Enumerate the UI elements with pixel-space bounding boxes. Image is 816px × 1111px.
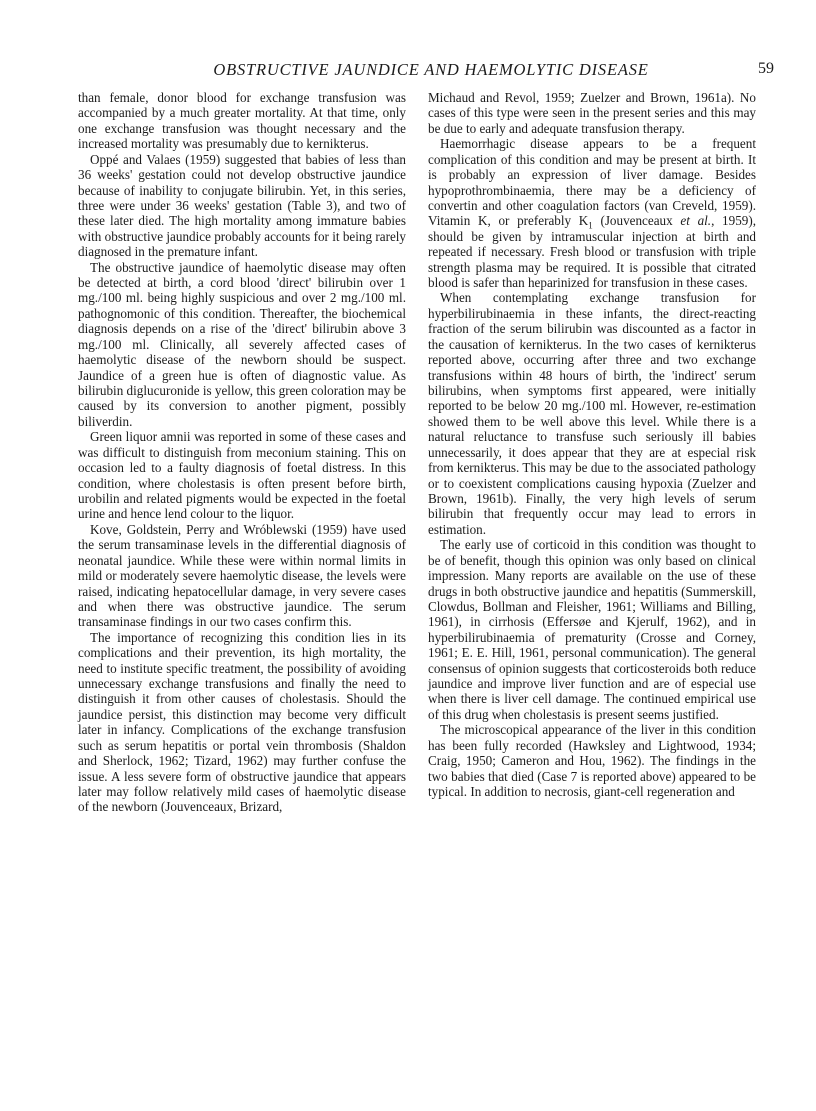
text-run: Haemorrhagic disease appears to be a frequent complication of this condition and may be present at birth. It is probably an expression of liver damage. Besides hypoprothrombinaemia, there may be a deficiency of convertin and other coagulation factors (van Creveld, 1959). Vitamin K, or preferably K	[428, 136, 756, 229]
paragraph: Green liquor amnii was reported in some of these cases and was difficult to distinguish from meconium staining. This on occasion led to a faulty diagnosis of foetal distress. In this condition, where cholestasis is often present before birth, urobilin and related pigments would be expected in the foetal urine and hence lend colour to the liquor.	[78, 429, 406, 522]
right-column	[428, 90, 756, 799]
paragraph: Kove, Goldstein, Perry and Wróblewski (1959) have used the serum transaminase levels in the differential diagnosis of neonatal jaundice. While these were within normal limits in mild or moderately severe haemolytic disease, the levels were raised, indicating hepatocellular damage, in very severe cases and when there was obstructive jaundice. The serum transaminase findings in our two cases confirm this.	[78, 521, 406, 630]
paragraph: The early use of corticoid in this condition was thought to be of benefit, though this opinion was only based on clinical impression. Many reports are available on the use of these drugs in both obstructive jaundice and hepatitis (Summerskill, Clowdus, Bollman and Fleisher, 1961; Williams and Billing, 1961), in cirrhosis (Effersøe and Kjerulf, 1962), and in hyperbilirubinaemia of prematurity (Crosse and Corney, 1961; E. E. Hill, 1961, personal communication). The general consensus of opinion suggests that corticosteroids both reduce jaundice and improve liver function and are of especial use when there is liver cell damage. The continued empirical use of this drug when cholestasis is present seems justified.	[428, 537, 756, 722]
left-column	[78, 90, 406, 815]
paragraph: When contemplating exchange transfusion for hyperbilirubinaemia in these infants, the direct-reacting fraction of the serum bilirubin was discounted as a factor in the causation of kernikterus. In the two cases of kernikterus reported above, occurring after three and two exchange transfusions within 48 hours of birth, the 'indirect' serum bilirubins, when symptoms first appeared, were initially reported to be below 20 mg./100 ml. However, re-estimation showed them to be well above this level. While there is a natural reluctance to transfuse such seriously ill babies unnecessarily, it does appear that they are at especial risk from kernikterus. This may be due to the associated pathology or to coexistent complications causing hypoxia (Zuelzer and Brown, 1961b). Finally, the very high levels of serum bilirubin that frequently occur may lead to errors in estimation.	[428, 290, 756, 537]
subscript: 1	[588, 221, 593, 231]
page-header	[78, 60, 784, 82]
paragraph: The microscopical appearance of the liver in this condition has been fully recorded (Hawksley and Lightwood, 1934; Craig, 1950; Cameron and Hou, 1962). The findings in the two babies that died (Case 7 is reported above) appeared to be typical. In addition to necrosis, giant-cell regeneration and	[428, 722, 756, 799]
page-number: 59	[758, 60, 774, 77]
text-run: , 1959), should be given by intramuscular injection at birth and repeated if necessary. Fresh blood or transfusion with triple strength plasma may be required. It is possible that citrated blood is safer than heparinized for transfusion in these cases.	[428, 213, 756, 291]
running-title: OBSTRUCTIVE JAUNDICE AND HAEMOLYTIC DISEASE	[213, 60, 649, 79]
paragraph: Michaud and Revol, 1959; Zuelzer and Brown, 1961a). No cases of this type were seen in the present series and this may be due to early and adequate transfusion therapy.	[428, 90, 756, 136]
paragraph: Oppé and Valaes (1959) suggested that babies of less than 36 weeks' gestation could not develop obstructive jaundice because of inability to conjugate bilirubin. Yet, in this series, three were under 36 weeks' gestation (Table 3), and two of these later died. The high mortality among immature babies with obstructive jaundice probably accounts for it being rarely diagnosed in the premature infant.	[78, 151, 406, 260]
italic-run: et al.	[680, 213, 712, 229]
paragraph: than female, donor blood for exchange transfusion was accompanied by a much greater mortality. At that time, only one exchange transfusion was thought necessary and the increased mortality was presumably due to kernikterus.	[78, 90, 406, 152]
paragraph	[428, 136, 756, 290]
paragraph: The obstructive jaundice of haemolytic disease may often be detected at birth, a cord blood 'direct' bilirubin over 1 mg./100 ml. being highly suspicious and over 2 mg./100 ml. pathognomonic of this condition. Thereafter, the biochemical diagnosis depends on a rise of the 'direct' bilirubin above 3 mg./100 ml. Clinically, all severely affected cases of haemolytic disease of the newborn should be suspect. Jaundice of a green hue is often of diagnostic value. As bilirubin diglucuronide is yellow, this green coloration may be caused by its conversion to another pigment, possibly biliverdin.	[78, 259, 406, 429]
paragraph: The importance of recognizing this condition lies in its complications and their prevention, its high mortality, the need to institute specific treatment, the possibility of avoiding unnecessary exchange transfusions and finally the need to distinguish it from other causes of cholestasis. Should the jaundice persist, this distinction may become very difficult later in infancy. Complications of the exchange transfusion such as serum hepatitis or portal vein thrombosis (Shaldon and Sherlock, 1962; Tizard, 1962) may further confuse the issue. A less severe form of obstructive jaundice that appears later may follow relatively mild cases of haemolytic disease of the newborn (Jouvenceaux, Brizard,	[78, 629, 406, 815]
text-run: (Jouvenceaux	[592, 213, 681, 229]
